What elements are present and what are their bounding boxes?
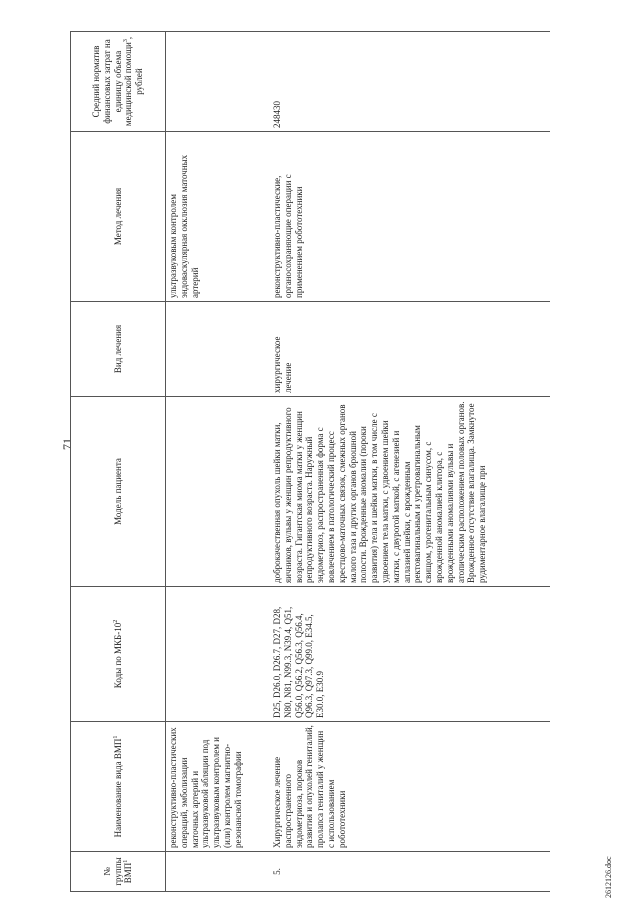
header-model: Модель пациента — [71, 397, 166, 587]
cell-codes — [166, 587, 271, 722]
cell-method: реконструктивно-пластические, органосохраняющие операции с применением робототехники — [270, 132, 550, 302]
header-name: Наименование вида ВМП$^1$ — [71, 722, 166, 852]
cell-model — [166, 397, 271, 587]
header-codes: Коды по МКБ-$10^2$ — [71, 587, 166, 722]
cell-name: реконструктивно-пластических операций, эмболизации маточных артерий и ультразвуковой абляции под ультразвуковым контролем и (или) контролем магнитно-резонансной томографии — [166, 722, 271, 852]
cell-treatment — [166, 302, 271, 397]
cell-method: ультразвуковым контролем эндоваскулярная окклюзия маточных артерий — [166, 132, 271, 302]
header-treatment: Вид лечения — [71, 302, 166, 397]
cell-cost — [166, 32, 271, 132]
cell-group: 5. — [270, 852, 550, 892]
vmp-table — [70, 31, 550, 892]
header-row — [71, 32, 166, 892]
cell-name: Хирургическое лечение распространенного эндометриоза, пороков развития и опухолей гениталий, пролапса гениталий у женщин с использованием робототехники — [270, 722, 550, 852]
header-method: Метод лечения — [71, 132, 166, 302]
cell-cost: 248430 — [270, 32, 550, 132]
header-cost: Средний норматив финансовых затрат на единицу объема медицинской помощи$^3$, рублей — [71, 32, 166, 132]
document-id: 2612126.doc — [604, 856, 613, 898]
cell-model: доброкачественная опухоль шейки матки, яичников, вульвы у женщин репродуктивного возраста. Гигантская миома матки у женщин репродуктивного возраста. Наружный эндометриоз, распространенная форма с вовлечением в патологический процесс крестцово-маточных связок, смежных органов малого таза и других органов брюшной полости. Врожденные аномалии (пороки развития) тела и шейки матки, в том числе с удвоением тела матки, с удвоением шейки матки, с двурогой маткой, с агенезией и аплазией шейки, с врожденным ректовагинальным и уретровагинальным свищом, урогенитальным синусом, с врожденной аномалией клитора, с врожденными аномалиями вульвы и атопическим расположением половых органов. Врожденное отсутствие влагалища. Замкнутое рудиментарное влагалище при — [270, 397, 550, 587]
cell-treatment: хирургическое лечение — [270, 302, 550, 397]
cell-codes: D25, D26.0, D26.7, D27, D28, N80, N81, N99.3, N39.4, Q51, Q56.0, Q56.2, Q56.3, Q56.4, Q96.3, Q97.3, Q99.0, E34.5, E30.0, E30.9 — [270, 587, 550, 722]
header-group: № группы ВМП$^1$ — [71, 852, 166, 892]
table-row — [270, 32, 550, 892]
cell-group — [166, 852, 271, 892]
page-number: 71 — [60, 438, 74, 450]
table-row — [166, 32, 271, 892]
rotated-table-sheet — [70, 32, 550, 892]
